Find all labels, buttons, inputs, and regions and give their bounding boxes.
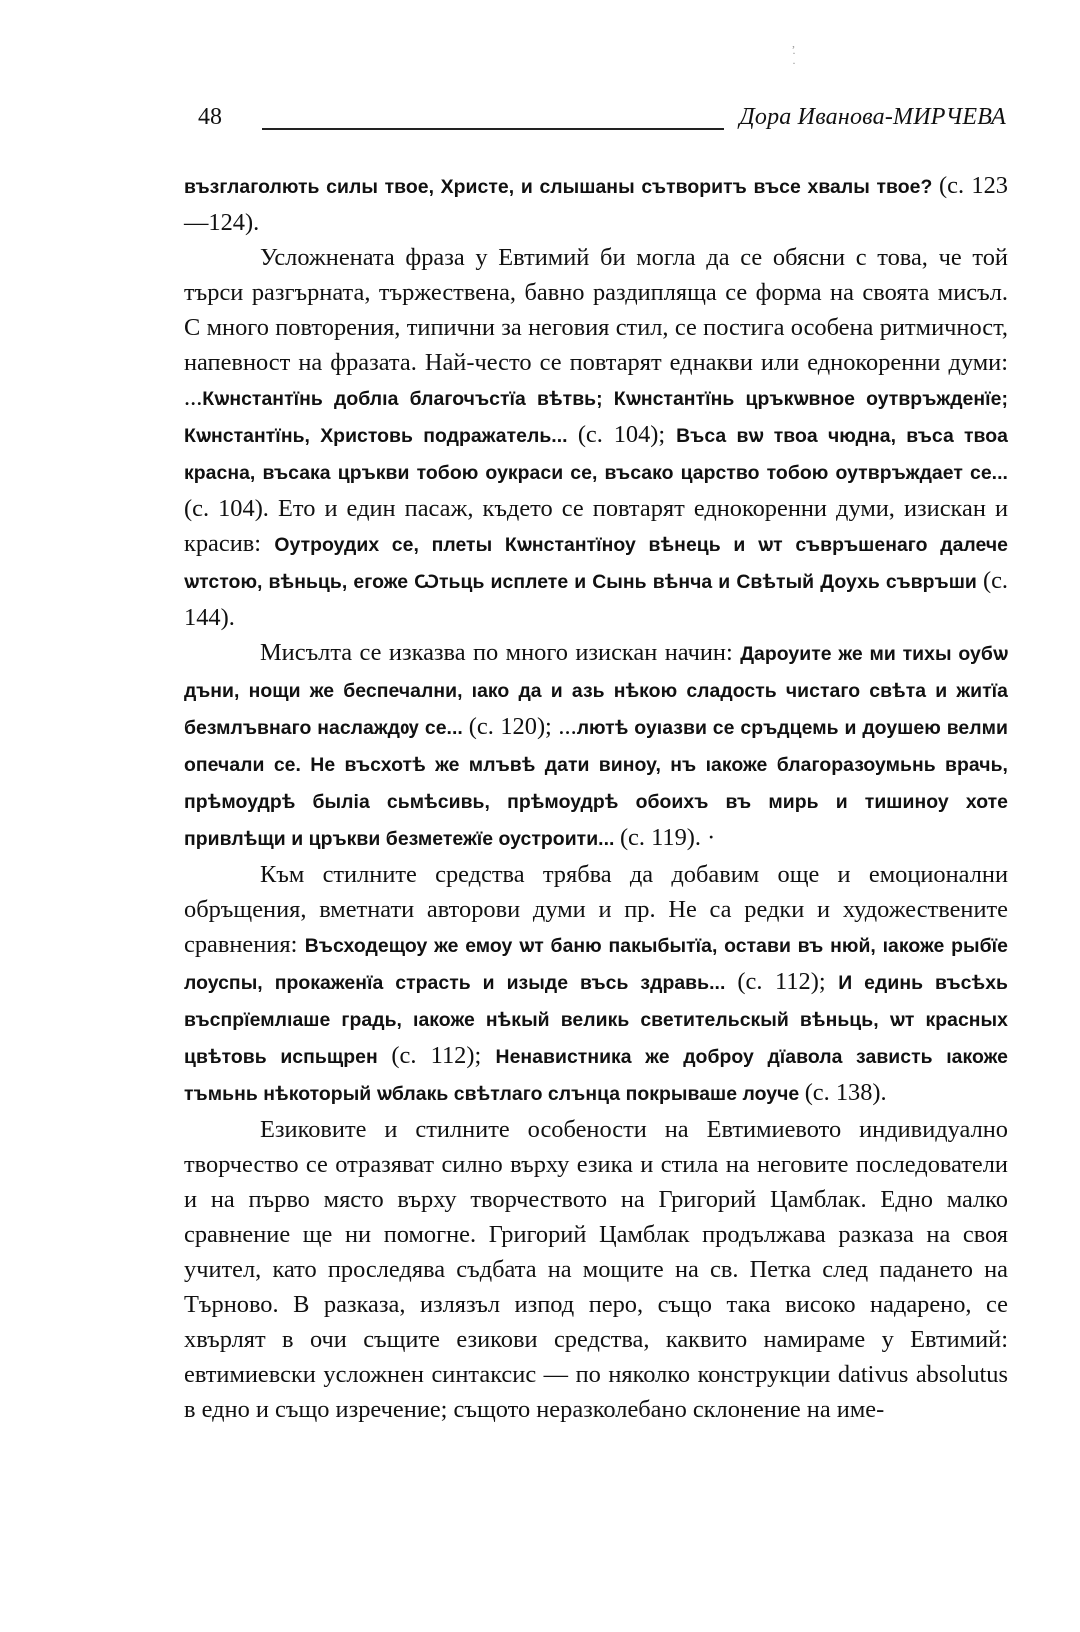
citation: (с. 104); — [577, 421, 677, 448]
church-slavonic-quote: Въсходещоу же емоу ѡт баню пакыбытїа, остави въ нюй, ıакоже рыбїе лоуспы, прокаженїа страсть и изыде въсь здравь... — [184, 935, 1008, 994]
citation: (с. 144). — [184, 567, 1008, 631]
text-run: Усложнената фраза у Евтимий би могла да се обясни с това, че той търси разгърната, тържествена, бавно раздипляща се форма на своята мисъл. С много повторения, типични за неговия стил, се постига особена ритмичност, напевност на фразата. Най-често се повтарят еднакви или еднокоренни думи: ... — [184, 244, 1008, 411]
text-run: (с. 104). Ето и един пасаж, където се повтарят еднокоренни думи, изискан и красив: — [184, 495, 1008, 557]
church-slavonic-quote: Въса вѡ твоа чюдна, въса твоа красна, въсака цръкви тобою оукраси се, въсако царство тобою оутвръждает се... — [184, 425, 1008, 484]
paragraph — [184, 168, 1008, 240]
body-text — [184, 168, 1008, 1427]
paragraph — [184, 240, 1008, 635]
citation: (с. 123—124). — [184, 172, 1008, 236]
text-run: Мисълта се изказва по много изискан начин: — [260, 639, 741, 666]
paragraph — [184, 857, 1008, 1112]
citation: (с. 138). — [804, 1079, 887, 1106]
header-rule — [262, 128, 724, 130]
church-slavonic-quote: Дароуите же ми тихы оубѡ дъни, нощи же беспечални, ıако да и азь нѣкою сладость чистаго свѣта и житїа безмлъвнаго наслаждѹ се... — [184, 643, 1008, 739]
church-slavonic-quote: Кѡнстантїнь доблıа благочъстїа вѣтвь; Кѡнстантїнь цръкѡвное оутвръжденїе; Кѡнстантїнь, Христовь подражатель... — [184, 388, 1008, 447]
page-number: 48 — [198, 104, 222, 130]
citation: (с. 119). · — [619, 824, 716, 851]
citation: (с. 112); — [737, 968, 839, 995]
running-head: Дора Иванова-МИРЧЕВА — [739, 104, 1006, 130]
paragraph — [184, 1112, 1008, 1427]
text-run: Езиковите и стилните особености на Евтимиевото индивидуално творчество се отразяват силно върху езика и стила на неговите последователи и на първо място върху творчеството на Григорий Цамблак. Едно малко сравнение ще ни помогне. Григорий Цамблак продължава разказа на своя учител, като проследява съдбата на мощите на св. Петка след падането на Търново. В разказа, излязъл изпод перо, също така високо надарено, се хвърлят в очи същите езикови средства, каквито намираме у Евтимий: евтимиевски усложнен синтаксис — по няколко конструкции dativus absolutus в едно и също изречение; същото неразколебано склонение на име- — [184, 1116, 1008, 1423]
citation: (с. 112); — [391, 1042, 496, 1069]
page-header — [198, 102, 1006, 142]
church-slavonic-quote: И единь въсѣхь въспрїемлıаше градь, ıакоже нѣкый великь светительскый вѣньць, ѡт красных цвѣтовь испьщрен — [184, 972, 1008, 1068]
scan-mark: , · · — [792, 36, 796, 70]
paragraph — [184, 635, 1008, 857]
church-slavonic-quote: Ненавистника же доброу дїавола зависть ıакоже тъмьнь нѣкоторый ѡблакь свѣтлаго слънца покрываше лоуче — [184, 1046, 1008, 1105]
church-slavonic-quote: Оутроудих се, плеты Кѡнстантїноу вѣнець и ѡт съвръшенаго далече ѡтстою, вѣньць, егоже Ѡтьць исплете и Сынь вѣнча и Свѣтый Доухь съвръши — [184, 534, 1009, 593]
text-run: Към стилните средства трябва да добавим още и емоционални обръщения, вметнати авторови думи и пр. Не са редки и художествените сравнения: — [184, 861, 1008, 958]
church-slavonic-quote: възглаголють силы твое, Христе, и слышаны сътворитъ въсе хвалы твое? — [184, 176, 940, 198]
church-slavonic-quote: лютѣ оуıазви се сръдцемь и доушею велми опечали се. Не въсхотѣ же млъвѣ дати виноу, нъ ıакоже благоразоумьнь врачь, прѣмоудрѣ быліа сьмѣсивь, прѣмоудрѣ обоихъ въ мирь и тишиноу хоте привлѣщи и цръкви безметежїе оустроити... — [184, 717, 1008, 850]
citation: (с. 120); ... — [468, 713, 577, 740]
